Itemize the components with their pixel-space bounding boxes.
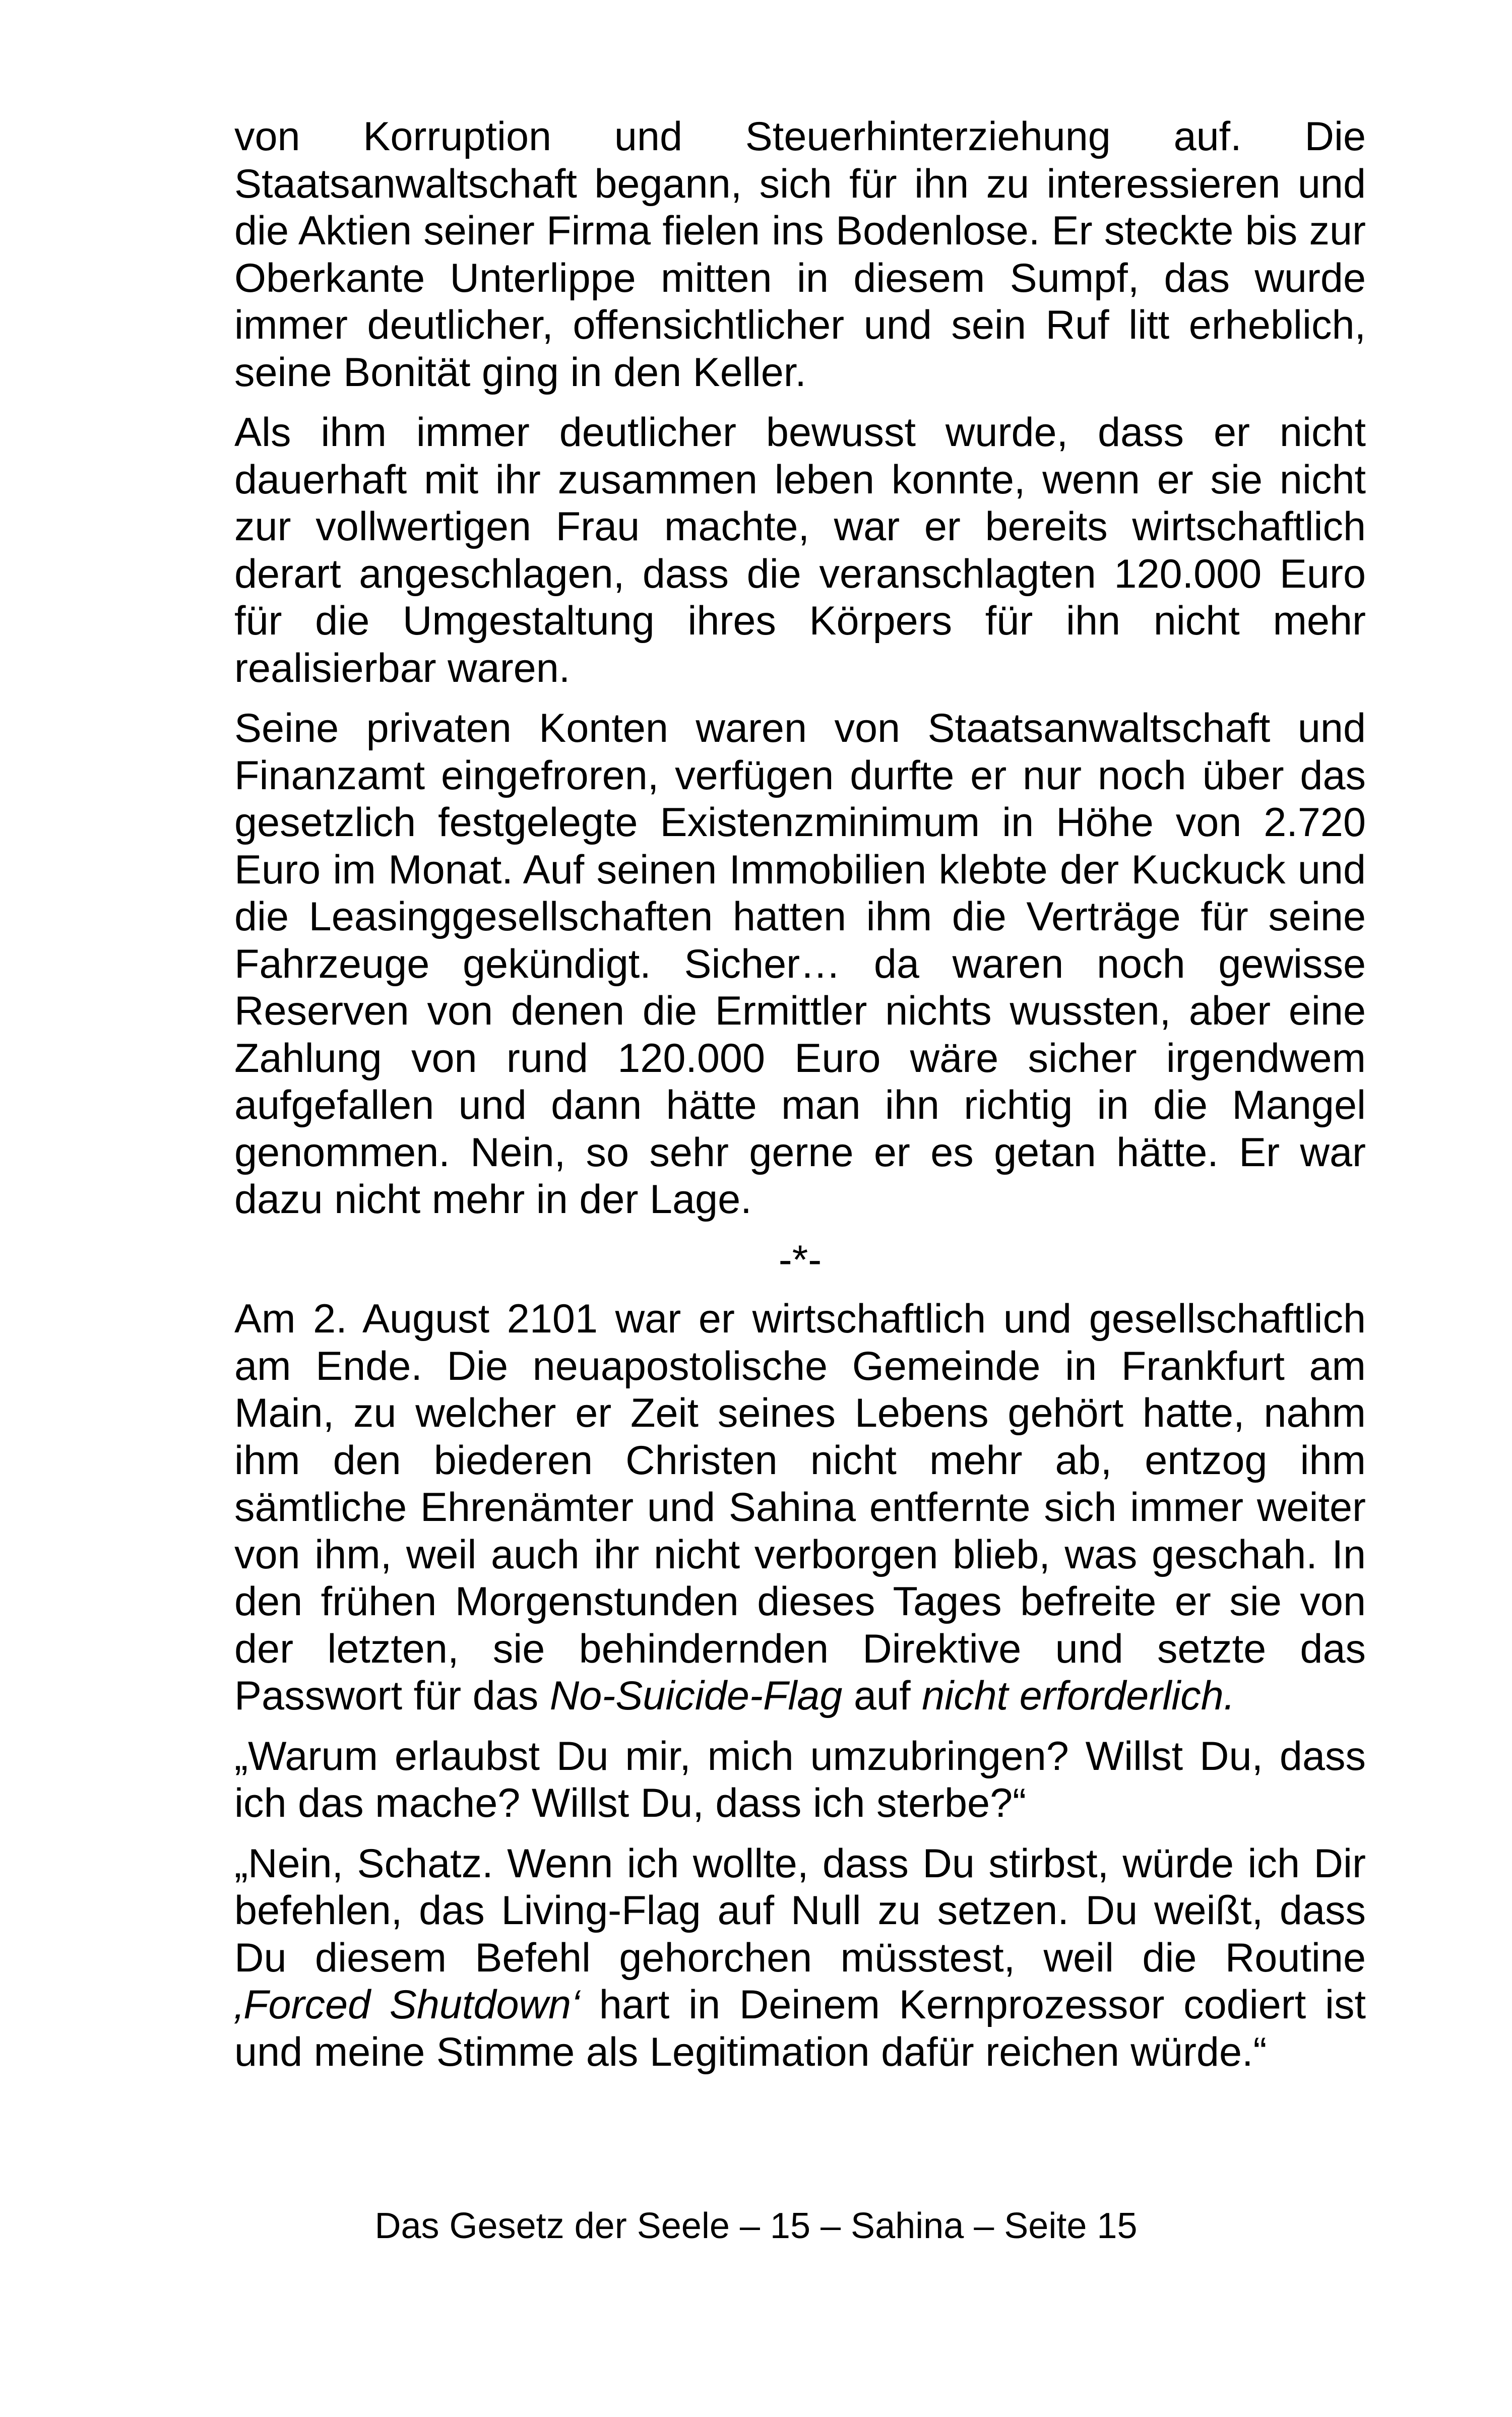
text-run: Am 2. August 2101 war er wirtschaftlich und gesellschaftlich am Ende. Die neuapostolische Gemeinde in Frankfurt am Main, zu welcher er Zeit seines Lebens gehört hatte, nahm ihm den biederen Christen nicht mehr ab, entzog ihm sämtliche Ehrenämter und Sahina entfernte sich immer weiter von ihm, weil auch ihr nicht verborgen blieb, was geschah. In den frühen Morgenstunden dieses Tages befreite er sie von der letzten, sie behindernden Direktive und setzte das Passwort für das bbox=[234, 1296, 1366, 1719]
text-run: „Warum erlaubst Du mir, mich umzubringen? Willst Du, dass ich das mache? Willst Du, dass ich sterbe?“ bbox=[234, 1733, 1366, 1826]
page-footer: Das Gesetz der Seele – 15 – Sahina – Seite 15 bbox=[374, 2206, 1138, 2246]
paragraph bbox=[234, 113, 1366, 396]
italic-text-run: ‚Forced Shutdown‘ bbox=[234, 1982, 581, 2027]
paragraph bbox=[234, 1296, 1366, 1720]
italic-text-run: No-Suicide-Flag bbox=[549, 1673, 843, 1719]
paragraph bbox=[234, 409, 1366, 692]
paragraph bbox=[234, 1733, 1366, 1827]
text-block-after-divider bbox=[234, 1296, 1366, 2076]
paragraph bbox=[234, 1840, 1366, 2076]
text-run: Als ihm immer deutlicher bewusst wurde, dass er nicht dauerhaft mit ihr zusammen leben konnte, wenn er sie nicht zur vollwertigen Frau machte, war er bereits wirtschaftlich derart angeschlagen, dass die veranschlagten 120.000 Euro für die Umgestaltung ihres Körpers für ihn nicht mehr realisierbar waren. bbox=[234, 410, 1366, 691]
page-body bbox=[234, 113, 1366, 2089]
text-block-before-divider bbox=[234, 113, 1366, 1224]
text-run: Seine privaten Konten waren von Staatsanwaltschaft und Finanzamt eingefroren, verfügen durfte er nur noch über das gesetzlich festgelegte Existenzminimum in Höhe von 2.720 Euro im Monat. Auf seinen Immobilien klebte der Kuckuck und die Leasinggesellschaften hatten ihm die Verträge für seine Fahrzeuge gekündigt. Sicher… da waren noch gewisse Reserven von denen die Ermittler nichts wussten, aber eine Zahlung von rund 120.000 Euro wäre sicher irgendwem aufgefallen und dann hätte man ihn richtig in die Mangel genommen. Nein, so sehr gerne er es getan hätte. Er war dazu nicht mehr in der Lage. bbox=[234, 706, 1366, 1222]
section-divider: -*- bbox=[778, 1237, 822, 1283]
text-run: hart in Deinem Kernprozessor codiert ist und meine Stimme als Legitimation dafür reichen würde.“ bbox=[234, 1982, 1366, 2075]
text-run: auf bbox=[842, 1673, 922, 1719]
text-run: von Korruption und Steuerhinterziehung auf. Die Staatsanwaltschaft begann, sich für ihn zu interessieren und die Aktien seiner Firma fielen ins Bodenlose. Er steckte bis zur Oberkante Unterlippe mitten in diesem Sumpf, das wurde immer deutlicher, offensichtlicher und sein Ruf litt erheblich, seine Bonität ging in den Keller. bbox=[234, 114, 1366, 395]
italic-text-run: nicht erforderlich. bbox=[922, 1673, 1235, 1719]
paragraph bbox=[234, 705, 1366, 1224]
text-run: „Nein, Schatz. Wenn ich wollte, dass Du stirbst, würde ich Dir befehlen, das Living-Flag auf Null zu setzen. Du weißt, dass Du diesem Befehl gehorchen müsstest, weil die Routine bbox=[234, 1840, 1366, 1981]
